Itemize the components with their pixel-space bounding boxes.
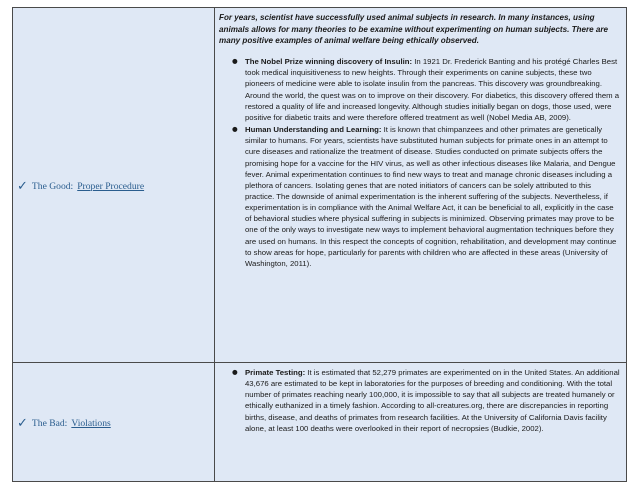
checkmark-icon: ✓ (17, 416, 28, 431)
bullet-text: In 1921 Dr. Frederick Banting and his protégé Charles Best took medical inquisitiveness to new heights. Through their experiments on canine subjects, these two pioneers of medicine were able to isolate insulin from the pancreas. This discovery was groundbreaking. Around the world, the quest was on to improve on their discovery. For diabetics, this discovery offered them a restored a quality of life and increased longevity. Although studies initially began on dogs, those used, were positive for diabetic traits and were therefore offered treatment as well (Nobel Media AB, 2009). (245, 57, 620, 122)
table-row-bad (13, 363, 627, 482)
row-content-cell (215, 8, 627, 363)
row-label-cell (13, 8, 215, 363)
bullet-text: It is estimated that 52,279 primates are experimented on in the United States. An additional 43,676 are estimated to be kept in laboratories for the purposes of breeding and conditioning. With the total number of primates reaching nearly 100,000, it is impossible to say that all subjects are treated humanely or ethically euthanized in a timely fashion. According to all-creatures.org, there are discrepancies in reporting births, disease, and deaths of primates from research facilities. At the University of California Davis facility alone, at least 100 deaths were overlooked in their report of necropsies (Budkie, 2002). (245, 368, 620, 433)
row-label (17, 418, 111, 429)
bullet-heading: The Nobel Prize winning discovery of Insulin: (245, 57, 413, 67)
table-row-good (13, 8, 627, 363)
bullet-heading: Primate Testing: (245, 368, 306, 377)
row-label-cell (13, 363, 215, 482)
bullet-list (219, 56, 620, 269)
checkmark-icon: ✓ (17, 179, 28, 194)
bullet-text: It is known that chimpanzees and other primates are genetically similar to humans. For years, scientists have substituted human subjects for primate ones in an attempt to cure diseases and rationalize the treatment of disease. Studies conducted on primate subjects offers the promising hope for a vaccine for the HIV virus, as well as other infectious diseases like Malaria, and Dengue fever. Animal experimentation continues to find new ways to treat and manage chronic diseases including a plethora of cancers. Isolating genes that are noted initiators of cancers can be solely attributed to this practice. The downside of animal experimentation is the inherent suffering of the subjects. Nevertheless, if experimentation is in compliance with the Animal Welfare Act, it can be beneficial to all, explicitly in the case of behavioral studies where physical suffering in subjects is minimized. Observing primates may prove to be one of the only ways to investigate new ways to implement behavioral augmentation techniques before they are used on humans. In this respect the concepts of cognition, rehabilitation, and development may continue to show areas for hope, particularly for parents with children who are affected in these areas (University of Washington, 2011). (245, 125, 617, 268)
row-label (17, 181, 144, 192)
intro-paragraph: For years, scientist have successfully used animal subjects in research. In many instances, using animals allows for many theories to be examine without experimenting on human subjects. There are many positive examples of animal welfare being ethically observed. (219, 13, 609, 46)
list-item (245, 124, 620, 269)
content-table (12, 7, 627, 482)
row-content-cell (215, 363, 627, 482)
violations-link[interactable]: Violations (71, 418, 111, 429)
label-text: The Bad: (31, 418, 68, 429)
list-item (245, 56, 620, 123)
bullet-list (219, 367, 620, 434)
proper-procedure-link[interactable]: Proper Procedure (77, 181, 145, 192)
label-text: The Good: (31, 181, 74, 192)
bullet-heading: Human Understanding and Learning: (245, 125, 382, 135)
list-item (245, 367, 620, 434)
